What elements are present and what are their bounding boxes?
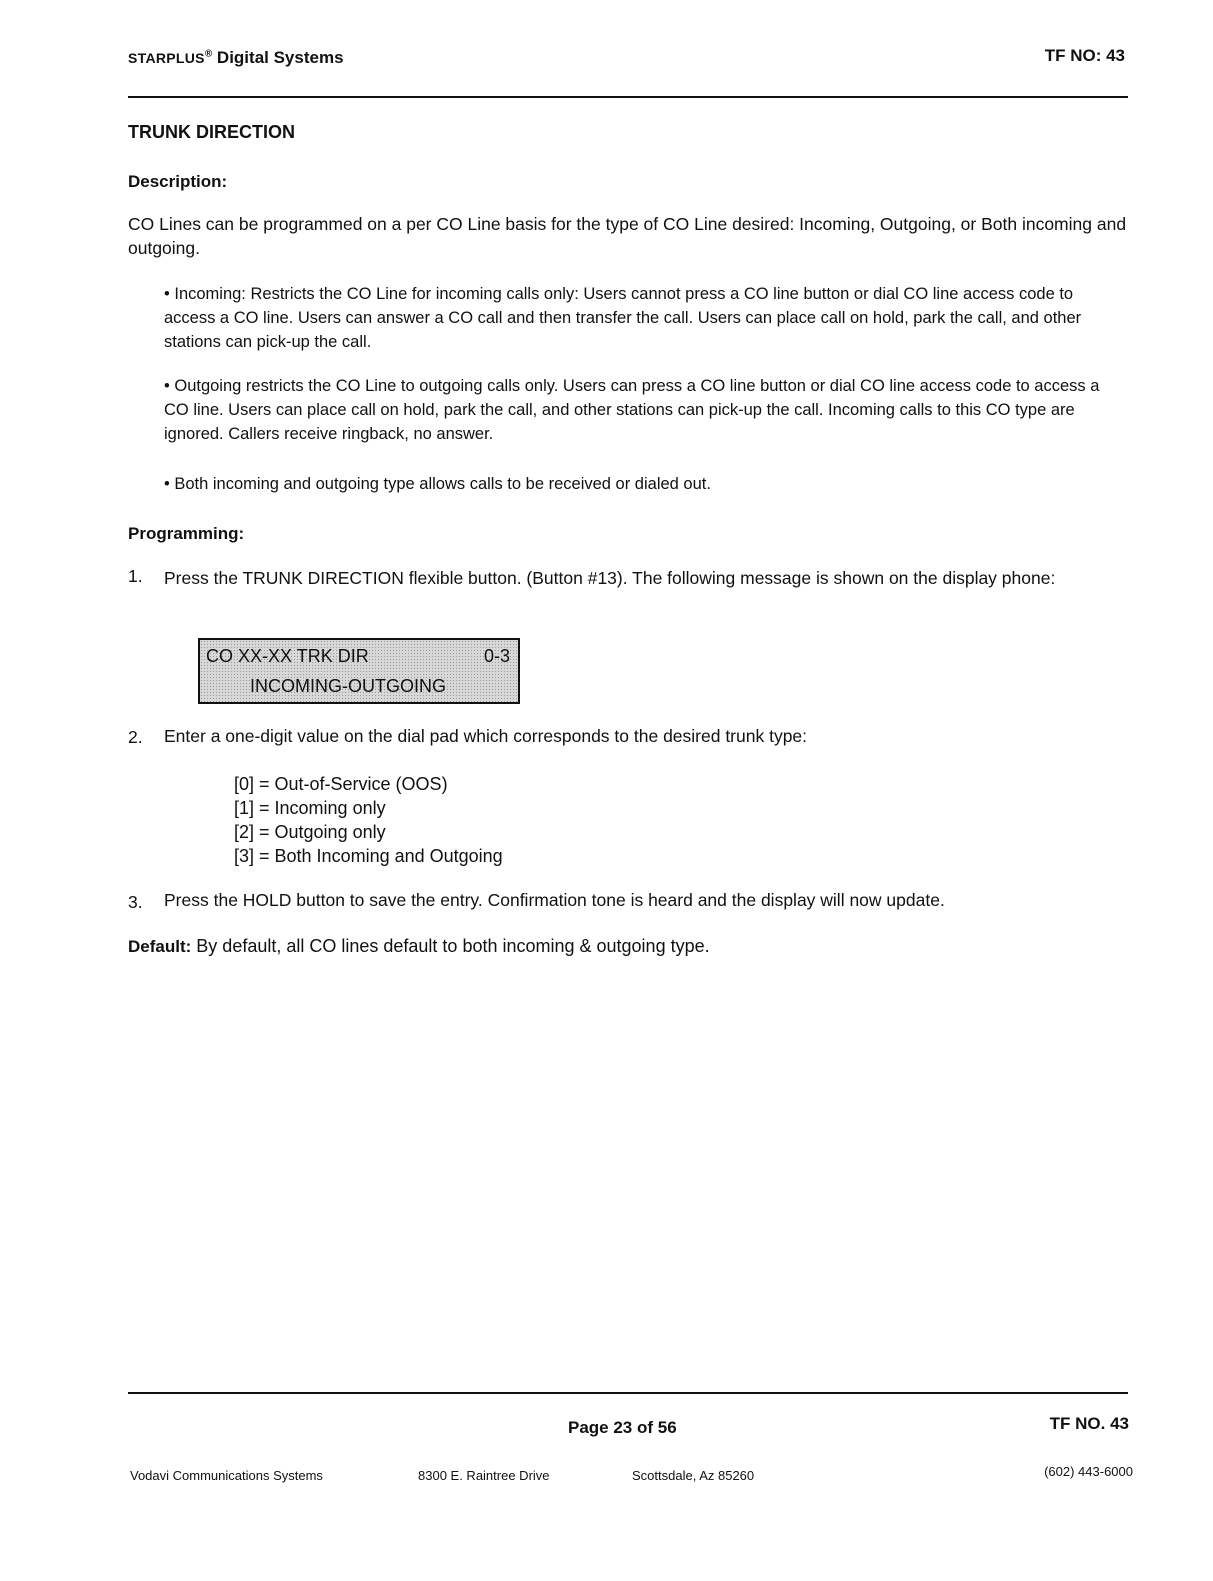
- display-line1-left: CO XX-XX TRK DIR: [206, 646, 369, 666]
- option-2: [2] = Outgoing only: [234, 822, 386, 842]
- bullet-incoming: • Incoming: Restricts the CO Line for incoming calls only: Users cannot press a CO line button or dial CO line access code to access a CO line. Users can answer a CO call and then transfer the call. Users can place call on hold, park the call, and other stations can pick-up the call.: [164, 285, 1082, 351]
- description-text: CO Lines can be programmed on a per CO Line basis for the type of CO Line desired: Incoming, Outgoing, or Both incoming and outgoing.: [128, 214, 1127, 258]
- description-heading: Description:: [128, 172, 228, 191]
- footer-phone: (602) 443-6000: [1044, 1464, 1133, 1479]
- footer-address: 8300 E. Raintree Drive: [418, 1468, 550, 1483]
- default-note: [128, 936, 710, 957]
- default-label: Default:: [128, 937, 192, 956]
- default-text: By default, all CO lines default to both incoming & outgoing type.: [196, 936, 710, 956]
- footer-company: Vodavi Communications Systems: [130, 1468, 323, 1483]
- header-rule: [128, 96, 1128, 98]
- step-3-text: Press the HOLD button to save the entry. Confirmation tone is heard and the display will now update.: [164, 890, 945, 910]
- option-0: [0] = Out-of-Service (OOS): [234, 774, 448, 794]
- bullet-outgoing: • Outgoing restricts the CO Line to outgoing calls only. Users can press a CO line button or dial CO line access code to access a CO line. Users can place call on hold, park the call, and other stations can pick-up the call. Incoming calls to this CO type are ignored. Callers receive ringback, no answer.: [164, 377, 1100, 443]
- bullet-both: • Both incoming and outgoing type allows calls to be received or dialed out.: [164, 475, 711, 493]
- footer-rule: [128, 1392, 1128, 1394]
- step-3-number: 3.: [128, 892, 143, 912]
- footer-page-number: Page 23 of 56: [568, 1418, 677, 1437]
- step-2-number: 2.: [128, 727, 143, 747]
- display-line1-right: 0-3: [483, 646, 510, 666]
- registered-mark: ®: [204, 48, 213, 60]
- display-screen: [198, 638, 520, 704]
- step-1-number: 1.: [128, 566, 143, 586]
- header-brand: [128, 48, 344, 68]
- brand-rest: Digital Systems: [216, 48, 344, 67]
- brand-name: STARPLUS: [128, 50, 205, 66]
- option-3: [3] = Both Incoming and Outgoing: [234, 846, 503, 866]
- option-1: [1] = Incoming only: [234, 798, 386, 818]
- header-doc-id: TF NO: 43: [1044, 46, 1125, 65]
- footer-city: Scottsdale, Az 85260: [632, 1468, 755, 1483]
- programming-heading: Programming:: [128, 524, 245, 543]
- footer-doc-id: TF NO. 43: [1049, 1414, 1129, 1433]
- section-title: TRUNK DIRECTION: [128, 122, 295, 142]
- step-1-text: Press the TRUNK DIRECTION flexible button. (Button #13). The following message is shown on the display phone:: [164, 568, 1056, 588]
- display-line2: INCOMING-OUTGOING: [250, 676, 446, 696]
- step-2-text: Enter a one-digit value on the dial pad which corresponds to the desired trunk type:: [164, 726, 808, 746]
